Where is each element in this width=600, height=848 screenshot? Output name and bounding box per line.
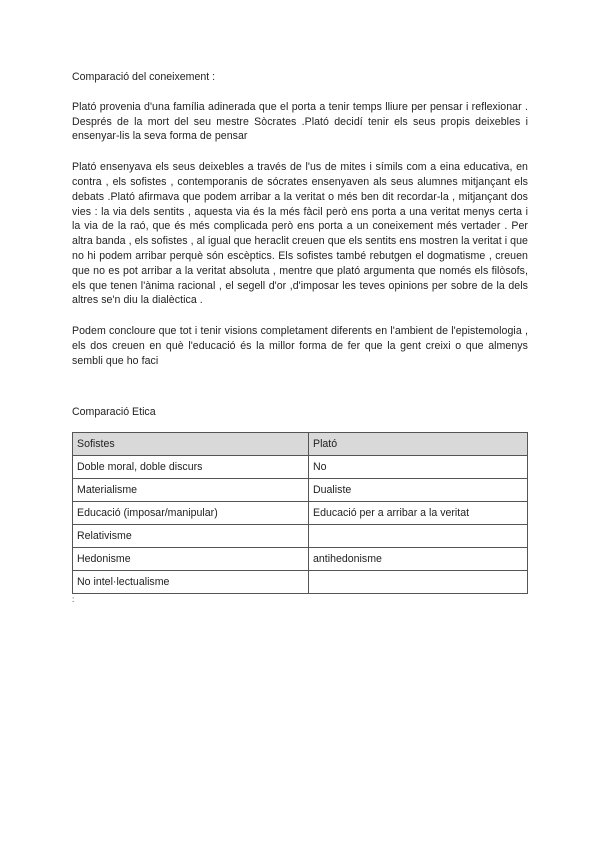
table-cell: Doble moral, doble discurs: [73, 456, 309, 479]
table-cell: Educació per a arribar a la veritat: [309, 502, 528, 525]
table-cell: Educació (imposar/manipular): [73, 502, 309, 525]
table-cell: Materialisme: [73, 479, 309, 502]
heading-knowledge-comparison: Comparació del coneixement :: [72, 71, 216, 83]
table-header-sofistes: Sofistes: [73, 433, 309, 456]
table-row: [73, 571, 528, 594]
table-cell: [309, 571, 528, 594]
trailing-colon-mark: :: [72, 595, 75, 605]
table-row: [73, 548, 528, 571]
table-cell: Relativisme: [73, 525, 309, 548]
table-cell: Hedonisme: [73, 548, 309, 571]
table-cell: Dualiste: [309, 479, 528, 502]
paragraph-teaching-methods: Plató ensenyava els seus deixebles a través de l'us de mites i símils com a eina educativa, en contra , els sofistes , contemporanis de sócrates ensenyaven als seus alumnes mitjançant els debats .Plató afirmava que podem arribar a la veritat o més ben dit recordar-la , mitjançant dos vies : la via dels sentits , aquesta via és la més fàcil però ens porta a una veritat menys certa i la via de la raó, que és més complicada però ens porta a un coneixement més vertader . Per altra banda , els sofistes , al igual que heraclit creuen que els sentits ens mostren la veritat i que no hi podem arribar perquè són escèptics. Els sofistes també rebutgen el dogmatisme , creuen que no es pot arribar a la veritat absoluta , mentre que plató argumenta que només els filòsofs, els que tenen l'ànima racional , el segell d'or ,d'imposar les teves opinions per sobre de la dels altres se'n diu la dialèctica .: [72, 161, 528, 307]
ethics-comparison-table: [72, 432, 528, 594]
table-cell: [309, 525, 528, 548]
document-page: [72, 70, 528, 604]
paragraph-conclusion: Podem concloure que tot i tenir visions completament diferents en l'ambient de l'epistemologia , els dos creuen en què l'educació és la millor forma de fer que la gent creixi o que almenys sembli que ho faci: [72, 325, 528, 367]
table-cell: antihedonisme: [309, 548, 528, 571]
table-header-plato: Plató: [309, 433, 528, 456]
table-row: [73, 502, 528, 525]
table-cell: No intel·lectualisme: [73, 571, 309, 594]
table-row: [73, 525, 528, 548]
paragraph-plato-origin: Plató provenia d'una família adinerada que el porta a tenir temps lliure per pensar i reflexionar . Després de la mort del seu mestre Sòcrates .Plató decidí tenir els seus propis deixebles i ensenyar-lis la seva forma de pensar: [72, 100, 528, 143]
table-row: [73, 456, 528, 479]
table-header-row: [73, 433, 528, 456]
table-cell: No: [309, 456, 528, 479]
table-row: [73, 479, 528, 502]
heading-ethics-comparison: Comparació Etica: [72, 405, 156, 418]
